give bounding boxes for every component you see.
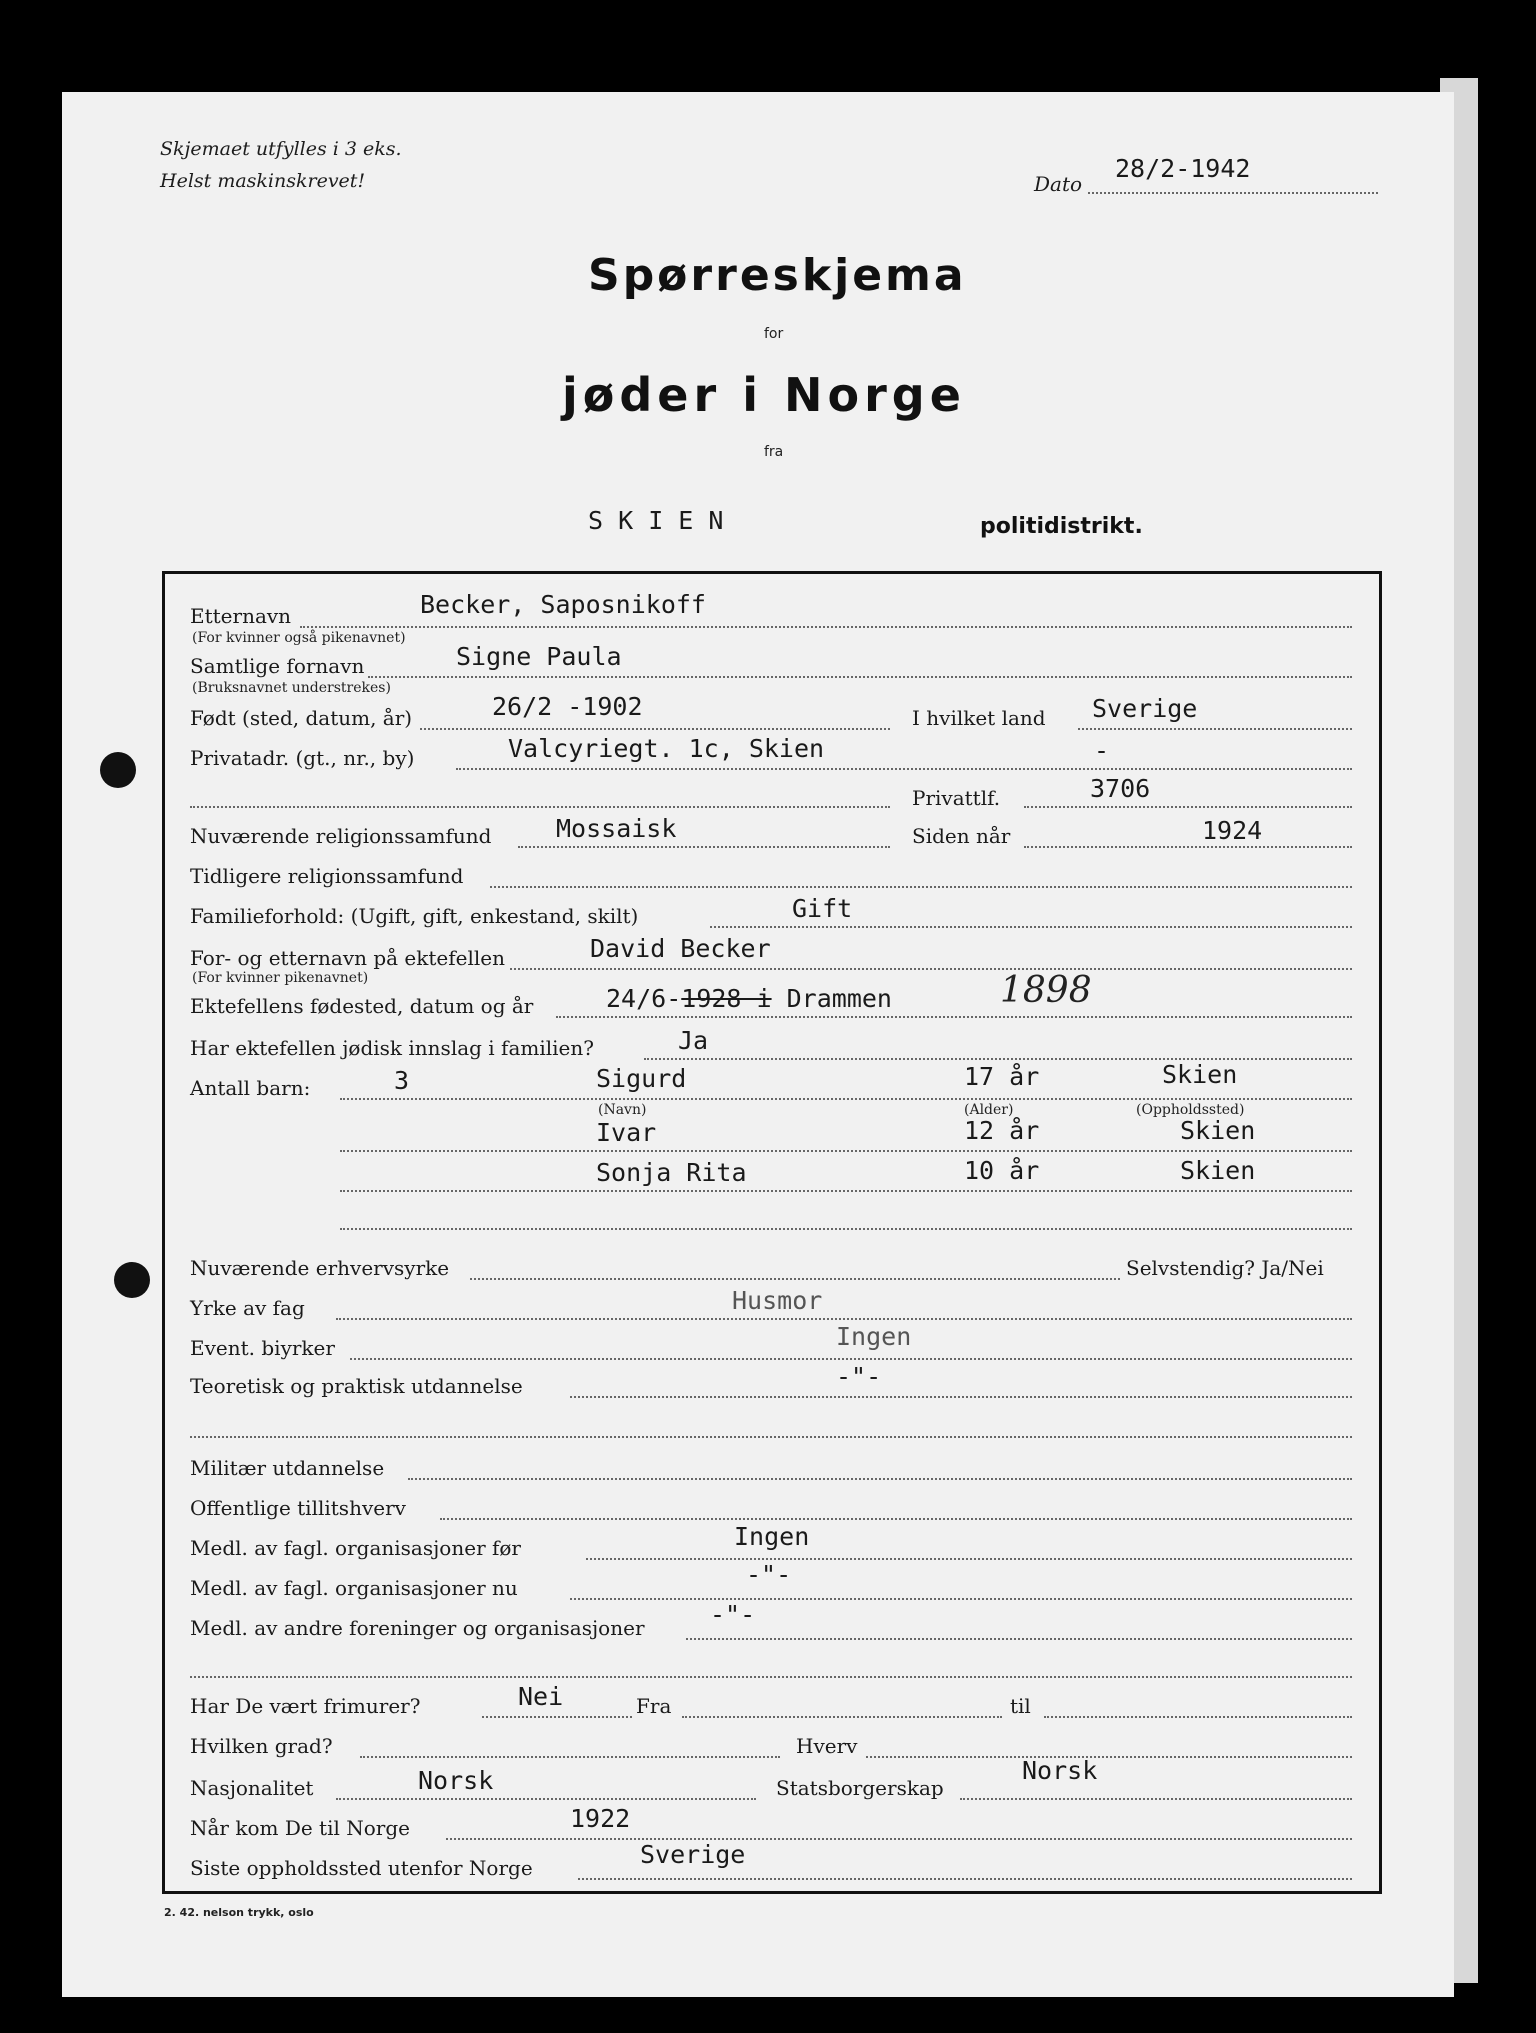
privattlf-label: Privattlf. bbox=[912, 786, 1001, 810]
frimurer-label: Har De vært frimurer? bbox=[190, 1694, 421, 1718]
dato-label: Dato bbox=[1034, 172, 1083, 196]
utdannelse-line-2 bbox=[190, 1436, 1352, 1438]
fodt-label: Født (sted, datum, år) bbox=[190, 706, 413, 730]
fra-label: Fra bbox=[636, 1694, 672, 1718]
org-nu-line bbox=[570, 1598, 1352, 1600]
til-label: til bbox=[1010, 1694, 1031, 1718]
utdannelse-label: Teoretisk og praktisk utdannelse bbox=[190, 1374, 523, 1398]
title-fra: fra bbox=[764, 444, 784, 460]
yrke-line bbox=[336, 1318, 1352, 1320]
tillit-line bbox=[440, 1518, 1352, 1520]
punch-hole-top bbox=[100, 752, 136, 788]
siste-label: Siste oppholdssted utenfor Norge bbox=[190, 1856, 533, 1880]
tidligere-religion-label: Tidligere religionssamfund bbox=[190, 864, 464, 888]
utdannelse-line bbox=[570, 1396, 1352, 1398]
privatadr-value: Valcyriegt. 1c, Skien bbox=[508, 734, 825, 763]
instruction-typewritten: Helst maskinskrevet! bbox=[160, 170, 366, 192]
form-title: Spørreskjema bbox=[588, 250, 967, 301]
statsborgerskap-value: Norsk bbox=[1022, 1756, 1098, 1785]
ektefelle-fodt-label: Ektefellens fødested, datum og år bbox=[190, 994, 534, 1018]
dato-line bbox=[1088, 192, 1378, 194]
land-label: I hvilket land bbox=[912, 706, 1046, 730]
norge-line bbox=[446, 1838, 1352, 1840]
ektefelle-fodt-handwritten: 1898 bbox=[1000, 970, 1092, 1011]
familie-label: Familieforhold: (Ugift, gift, enkestand, skilt) bbox=[190, 904, 639, 928]
instruction-copies: Skjemaet utfylles i 3 eks. bbox=[160, 138, 402, 160]
child-2-name: Ivar bbox=[596, 1118, 657, 1147]
siden-value: 1924 bbox=[1202, 816, 1263, 845]
erhverv-label: Nuværende erhvervsyrke bbox=[190, 1256, 450, 1280]
child-1-name: Sigurd bbox=[596, 1064, 687, 1093]
norge-label: Når kom De til Norge bbox=[190, 1816, 410, 1840]
selvstendig-label: Selvstendig? Ja/Nei bbox=[1126, 1256, 1324, 1280]
fodt-line bbox=[420, 728, 890, 730]
land-line bbox=[1078, 728, 1352, 730]
land-value: Sverige bbox=[1092, 694, 1198, 723]
barn-count: 3 bbox=[394, 1066, 410, 1095]
erhverv-line bbox=[470, 1278, 1120, 1280]
child-1-age: 17 år bbox=[964, 1062, 1040, 1091]
tillit-label: Offentlige tillitshverv bbox=[190, 1496, 406, 1520]
etternavn-label: Etternavn bbox=[190, 604, 292, 628]
fra-line bbox=[682, 1716, 1002, 1718]
nasjonalitet-line bbox=[336, 1798, 756, 1800]
hverv-line bbox=[866, 1756, 1352, 1758]
siden-label: Siden når bbox=[912, 824, 1011, 848]
familie-line bbox=[710, 926, 1352, 928]
ektefelle-fodt-value bbox=[606, 984, 892, 1013]
grad-label: Hvilken grad? bbox=[190, 1734, 333, 1758]
fornavn-line bbox=[368, 676, 1352, 678]
barn-line-3 bbox=[340, 1190, 1352, 1192]
ektefelle-fodt-place: Drammen bbox=[771, 984, 892, 1013]
yrke-value: Husmor bbox=[732, 1286, 823, 1315]
privatadr-line bbox=[456, 768, 1352, 770]
org-for-line bbox=[586, 1558, 1352, 1560]
ektefelle-fodt-date: 24/6- bbox=[606, 984, 682, 1013]
child-2-place: Skien bbox=[1180, 1116, 1256, 1145]
address-line-2 bbox=[190, 806, 890, 808]
barn-label: Antall barn: bbox=[190, 1076, 311, 1100]
child-2-age: 12 år bbox=[964, 1116, 1040, 1145]
ektefelle-fodt-line bbox=[556, 1016, 1352, 1018]
fornavn-value: Signe Paula bbox=[456, 642, 622, 671]
statsborgerskap-line bbox=[960, 1798, 1352, 1800]
statsborgerskap-label: Statsborgerskap bbox=[776, 1776, 944, 1800]
col-navn: (Navn) bbox=[598, 1102, 647, 1118]
barn-line-1 bbox=[340, 1098, 1352, 1100]
norge-value: 1922 bbox=[570, 1804, 631, 1833]
ektefelle-value: David Becker bbox=[590, 934, 771, 963]
org-nu-label: Medl. av fagl. organisasjoner nu bbox=[190, 1576, 518, 1600]
fodt-value: 26/2 -1902 bbox=[492, 692, 643, 721]
militaer-line bbox=[408, 1478, 1352, 1480]
andre-value: -"- bbox=[710, 1600, 756, 1629]
privatadr-label: Privatadr. (gt., nr., by) bbox=[190, 746, 415, 770]
col-alder: (Alder) bbox=[964, 1102, 1014, 1118]
child-3-place: Skien bbox=[1180, 1156, 1256, 1185]
andre-line-2 bbox=[190, 1676, 1352, 1678]
siste-line bbox=[578, 1878, 1352, 1880]
ektefelle-fodt-struck: 1928 i bbox=[681, 984, 772, 1013]
frimurer-line bbox=[482, 1716, 632, 1718]
fornavn-label: Samtlige fornavn bbox=[190, 654, 365, 678]
jodisk-label: Har ektefellen jødisk innslag i familien? bbox=[190, 1036, 594, 1060]
religion-label: Nuværende religionssamfund bbox=[190, 824, 492, 848]
familie-value: Gift bbox=[792, 894, 853, 923]
andre-line bbox=[686, 1638, 1352, 1640]
ektefelle-label: For- og etternavn på ektefellen bbox=[190, 946, 506, 970]
org-for-value: Ingen bbox=[734, 1522, 810, 1551]
etternavn-line bbox=[300, 626, 1352, 628]
frimurer-value: Nei bbox=[518, 1682, 564, 1711]
col-oppholdssted: (Oppholdssted) bbox=[1136, 1102, 1245, 1118]
child-3-age: 10 år bbox=[964, 1156, 1040, 1185]
printer-imprint: 2. 42. nelson trykk, oslo bbox=[164, 1906, 314, 1919]
barn-line-4 bbox=[340, 1228, 1352, 1230]
privatadr-extra: - bbox=[1094, 736, 1110, 765]
jodisk-line bbox=[644, 1058, 1352, 1060]
privattlf-line bbox=[1024, 806, 1352, 808]
etternavn-hint: (For kvinner også pikenavnet) bbox=[192, 630, 406, 646]
district-name: S K I E N bbox=[588, 506, 724, 535]
title-for: for bbox=[764, 326, 784, 342]
nasjonalitet-label: Nasjonalitet bbox=[190, 1776, 314, 1800]
biyrker-label: Event. biyrker bbox=[190, 1336, 335, 1360]
til-line bbox=[1044, 1716, 1352, 1718]
punch-hole-bottom bbox=[114, 1262, 150, 1298]
etternavn-value: Becker, Saposnikoff bbox=[420, 590, 706, 619]
dato-value: 28/2-1942 bbox=[1115, 154, 1251, 183]
religion-line bbox=[518, 846, 890, 848]
org-nu-value: -"- bbox=[746, 1560, 792, 1589]
form-subject: jøder i Norge bbox=[562, 368, 966, 422]
militaer-label: Militær utdannelse bbox=[190, 1456, 385, 1480]
barn-line-2 bbox=[340, 1150, 1352, 1152]
siden-line bbox=[1024, 846, 1352, 848]
nasjonalitet-value: Norsk bbox=[418, 1766, 494, 1795]
ektefelle-hint: (For kvinner pikenavnet) bbox=[192, 970, 369, 986]
district-label: politidistrikt. bbox=[980, 514, 1143, 539]
religion-value: Mossaisk bbox=[556, 814, 677, 843]
biyrker-value: Ingen bbox=[836, 1322, 912, 1351]
yrke-label: Yrke av fag bbox=[190, 1296, 305, 1320]
child-1-place: Skien bbox=[1162, 1060, 1238, 1089]
utdannelse-value: -"- bbox=[836, 1362, 882, 1391]
tidligere-religion-line bbox=[490, 886, 1352, 888]
child-3-name: Sonja Rita bbox=[596, 1158, 747, 1187]
privattlf-value: 3706 bbox=[1090, 774, 1151, 803]
andre-label: Medl. av andre foreninger og organisasjoner bbox=[190, 1616, 645, 1640]
biyrker-line bbox=[350, 1358, 1352, 1360]
ektefelle-line bbox=[510, 968, 1352, 970]
jodisk-value: Ja bbox=[678, 1026, 709, 1055]
org-for-label: Medl. av fagl. organisasjoner før bbox=[190, 1536, 521, 1560]
fornavn-hint: (Bruksnavnet understrekes) bbox=[192, 680, 391, 696]
hverv-label: Hverv bbox=[796, 1734, 858, 1758]
grad-line bbox=[360, 1756, 780, 1758]
siste-value: Sverige bbox=[640, 1840, 746, 1869]
